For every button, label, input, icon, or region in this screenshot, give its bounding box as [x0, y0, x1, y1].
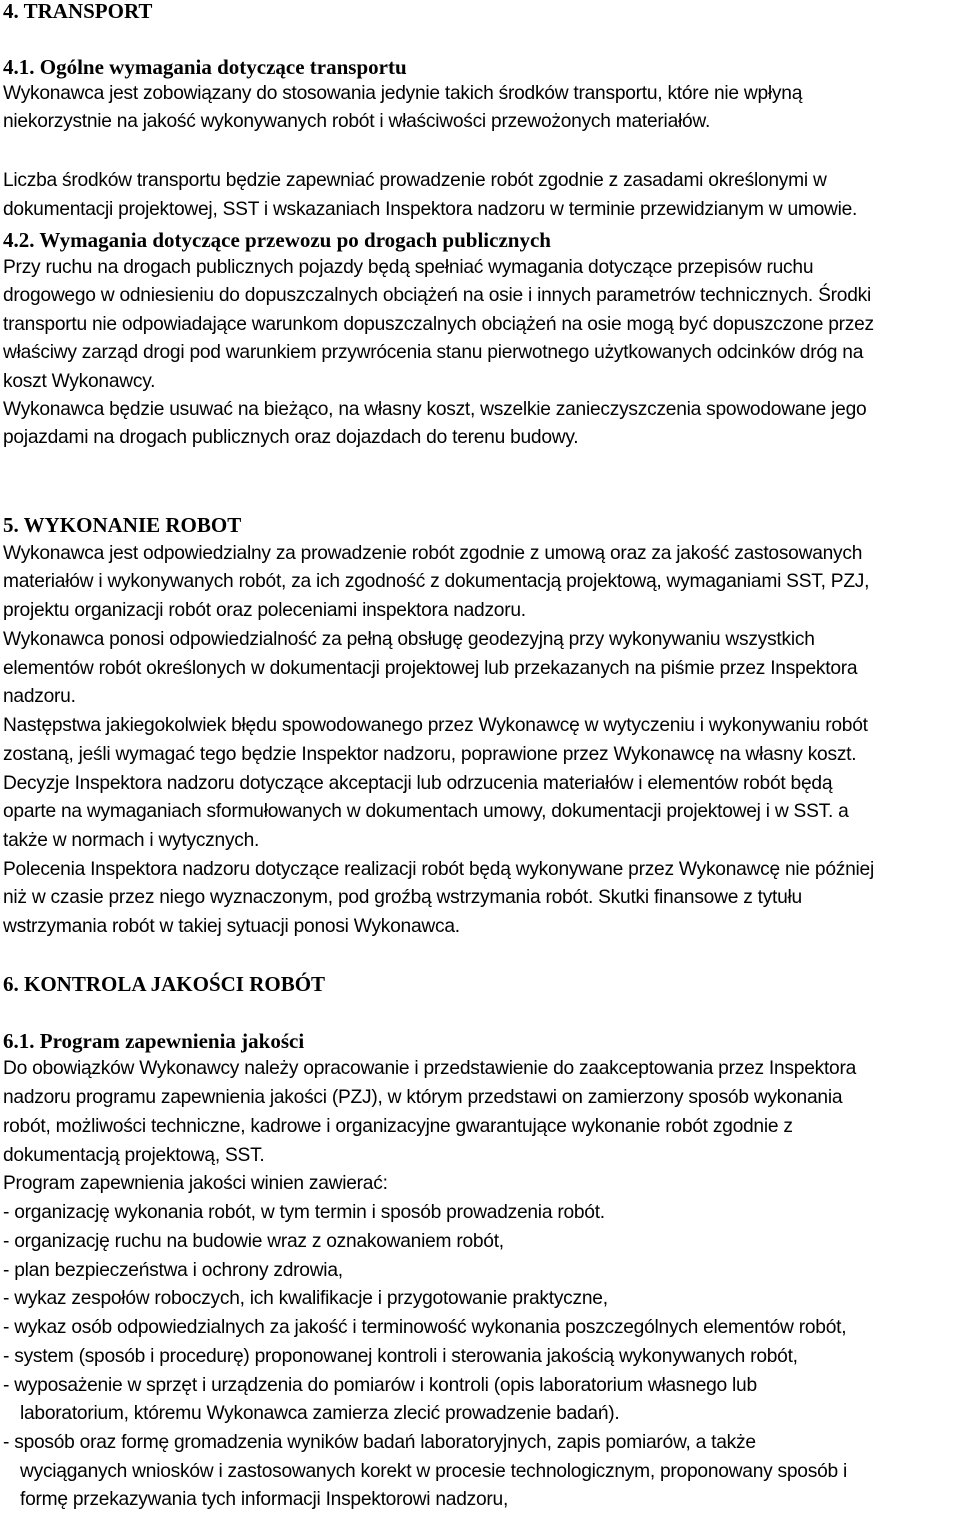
list-item-continuation: laboratorium, któremu Wykonawca zamierza zlecić prowadzenie badań). — [20, 1403, 620, 1424]
section-4-1-heading: 4.1. Ogólne wymagania dotyczące transportu — [3, 55, 407, 79]
text-line: koszt Wykonawcy. — [3, 371, 156, 392]
text-line: transportu nie odpowiadające warunkom dopuszczalnych obciążeń na osie mogą być dopuszczone przez — [3, 314, 874, 335]
text-line: oparte na wymaganiach sformułowanych w dokumentach umowy, dokumentacji projektowej i w SST. a — [3, 801, 849, 822]
text-line: dokumentacji projektowej, SST i wskazaniach Inspektora nadzoru w terminie przewidzianym w umowie. — [3, 199, 858, 220]
text-line: Wykonawca będzie usuwać na bieżąco, na własny koszt, wszelkie zanieczyszczenia spowodowane jego — [3, 399, 867, 420]
text-line: Wykonawca jest odpowiedzialny za prowadzenie robót zgodnie z umową oraz za jakość zastosowanych — [3, 543, 863, 564]
list-item: - wykaz zespołów roboczych, ich kwalifikacje i przygotowanie praktyczne, — [3, 1288, 608, 1309]
list-item: - wykaz osób odpowiedzialnych za jakość i terminowość wykonania poszczególnych elementów robót, — [3, 1317, 847, 1338]
section-4-heading: 4. TRANSPORT — [3, 0, 153, 23]
text-line: Decyzje Inspektora nadzoru dotyczące akceptacji lub odrzucenia materiałów i elementów robót będą — [3, 773, 833, 794]
list-item: - plan bezpieczeństwa i ochrony zdrowia, — [3, 1260, 343, 1281]
text-line: drogowego w odniesieniu do dopuszczalnych obciążeń na osie i innych parametrów technicznych. Środki — [3, 285, 871, 306]
text-line: Wykonawca ponosi odpowiedzialność za pełną obsługę geodezyjną przy wykonywaniu wszystkich — [3, 629, 815, 650]
list-item-continuation: formę przekazywania tych informacji Inspektorowi nadzoru, — [20, 1489, 509, 1510]
text-line: nadzoru programu zapewnienia jakości (PZJ), w którym przedstawi on zamierzony sposób wykonania — [3, 1087, 843, 1108]
text-line: dokumentacją projektową, SST. — [3, 1145, 265, 1166]
text-line: elementów robót określonych w dokumentacji projektowej lub przekazanych na piśmie przez Inspektora — [3, 658, 858, 679]
list-item-continuation: wyciąganych wniosków i zastosowanych korekt w procesie technologicznym, proponowany sposób i — [20, 1461, 848, 1482]
text-line: projektu organizacji robót oraz poleceniami inspektora nadzoru. — [3, 600, 526, 621]
text-line: Następstwa jakiegokolwiek błędu spowodowanego przez Wykonawcę w wytyczeniu i wykonywaniu robót — [3, 715, 868, 736]
text-line: właściwy zarząd drogi pod warunkiem przywrócenia stanu pierwotnego użytkowanych odcinków dróg na — [3, 342, 864, 363]
list-item: - wyposażenie w sprzęt i urządzenia do pomiarów i kontroli (opis laboratorium własnego lub — [3, 1375, 757, 1396]
section-6-1-heading: 6.1. Program zapewnienia jakości — [3, 1029, 305, 1053]
list-item: - organizację ruchu na budowie wraz z oznakowaniem robót, — [3, 1231, 504, 1252]
text-line: pojazdami na drogach publicznych oraz dojazdach do terenu budowy. — [3, 427, 579, 448]
list-item: - organizację wykonania robót, w tym termin i sposób prowadzenia robót. — [3, 1202, 605, 1223]
text-line: wstrzymania robót w takiej sytuacji ponosi Wykonawca. — [3, 916, 460, 937]
text-line: niż w czasie przez niego wyznaczonym, pod groźbą wstrzymania robót. Skutki finansowe z tytułu — [3, 887, 802, 908]
section-6-heading: 6. KONTROLA JAKOŚCI ROBÓT — [3, 972, 326, 996]
text-line: także w normach i wytycznych. — [3, 830, 260, 851]
text-line: Wykonawca jest zobowiązany do stosowania jedynie takich środków transportu, które nie wpłyną — [3, 83, 803, 104]
text-line: Liczba środków transportu będzie zapewniać prowadzenie robót zgodnie z zasadami określonymi w — [3, 170, 827, 191]
list-item: - sposób oraz formę gromadzenia wyników badań laboratoryjnych, zapis pomiarów, a także — [3, 1432, 756, 1453]
text-line: niekorzystnie na jakość wykonywanych robót i właściwości przewożonych materiałów. — [3, 111, 711, 132]
text-line: Do obowiązków Wykonawcy należy opracowanie i przedstawienie do zaakceptowania przez Inspektora — [3, 1058, 857, 1079]
list-item: - system (sposób i procedurę) proponowanej kontroli i sterowania jakością wykonywanych robót, — [3, 1346, 798, 1367]
text-line: Program zapewnienia jakości winien zawierać: — [3, 1173, 388, 1194]
text-line: robót, możliwości techniczne, kadrowe i organizacyjne gwarantujące wykonanie robót zgodnie z — [3, 1116, 793, 1137]
text-line: nadzoru. — [3, 686, 76, 707]
text-line: materiałów i wykonywanych robót, za ich zgodność z dokumentacją projektową, wymaganiami SST, PZJ, — [3, 571, 870, 592]
section-5-heading: 5. WYKONANIE ROBOT — [3, 513, 242, 537]
text-line: Polecenia Inspektora nadzoru dotyczące realizacji robót będą wykonywane przez Wykonawcę nie później — [3, 859, 874, 880]
section-4-2-heading: 4.2. Wymagania dotyczące przewozu po drogach publicznych — [3, 228, 551, 252]
text-line: zostaną, jeśli wymagać tego będzie Inspektor nadzoru, poprawione przez Wykonawcę na własny koszt. — [3, 744, 857, 765]
text-line: Przy ruchu na drogach publicznych pojazdy będą spełniać wymagania dotyczące przepisów ruchu — [3, 257, 814, 278]
